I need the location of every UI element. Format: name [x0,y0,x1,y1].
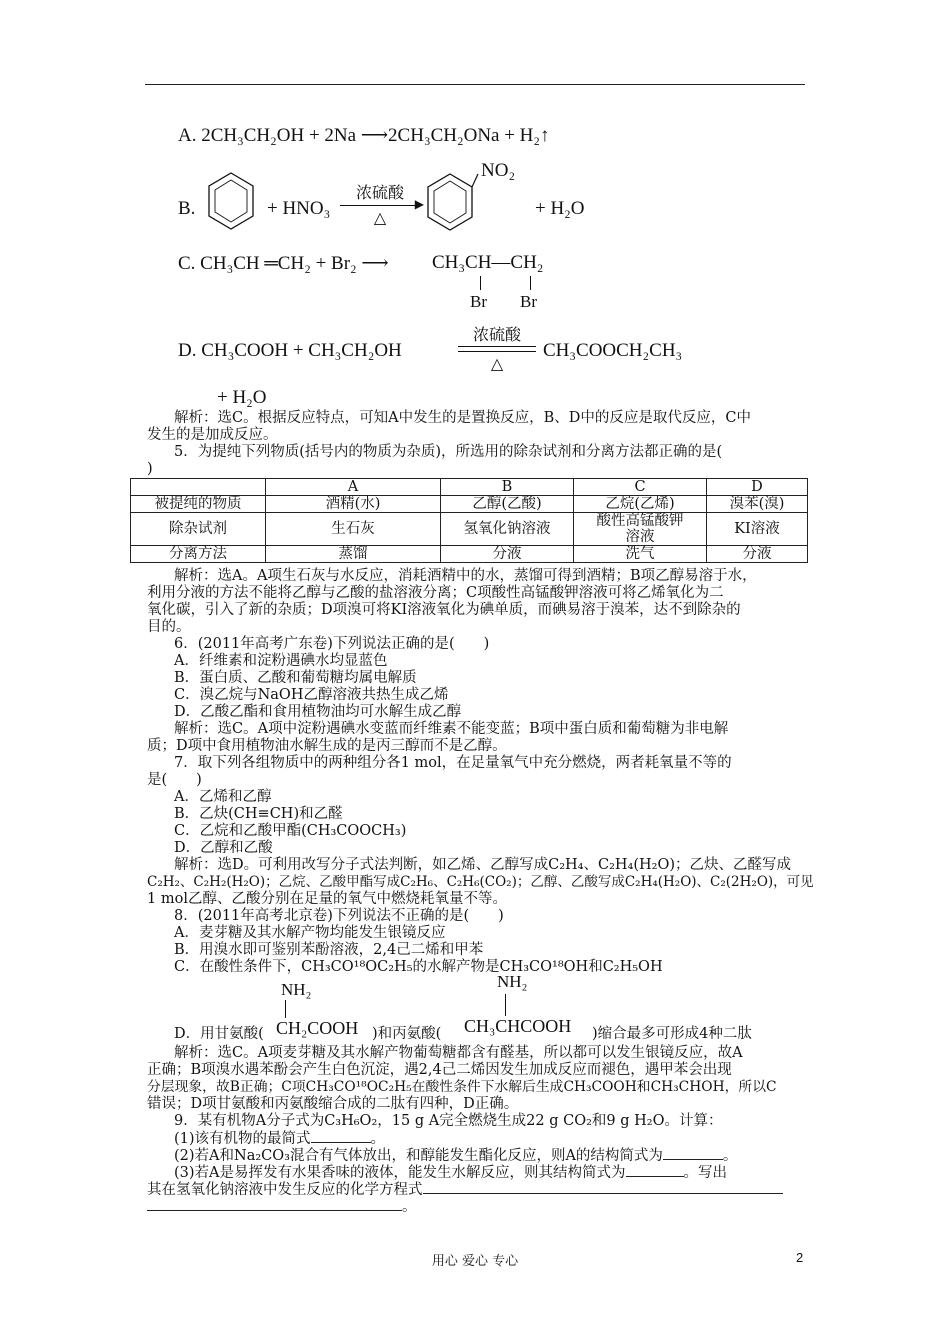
equation-d-left: D. CH₃COOH + CH₃CH₂OH [178,340,402,361]
equation-b-product: + H₂O [535,198,585,219]
question-6-option-d: D．乙酸乙酯和食用植物油均可水解生成乙醇 [174,704,462,720]
table-cell: 酒精(水) [266,496,441,513]
question-8-option-b: B．用溴水即可鉴别苯酚溶液，2,4己二烯和甲苯 [174,942,484,958]
answer-7-line1: 解析：选D。可利用改写分子式法判断，如乙烯、乙醇写成C₂H₄、C₂H₄(H₂O)；乙炔、乙醛写成 [174,857,792,873]
question-6-option-b: B．蛋白质、乙酸和葡萄糖均属电解质 [174,670,417,686]
question-5: 5．为提纯下列物质(括号内的物质为杂质)，所选用的除杂试剂和分离方法都正确的是( [174,444,723,460]
table-cell: 乙醇(乙酸) [441,496,574,513]
question-7-option-d: D．乙醇和乙酸 [174,840,273,856]
nitro-group: NO₂ [481,160,516,181]
table-cell: 洗气 [574,546,707,563]
answer-blank[interactable] [311,1130,371,1143]
answer-8-line2: 正确；B项溴水遇苯酚会产生白色沉淀，遇2,4己二烯因发生加成反应而褪色，遇甲苯会出现 [147,1062,732,1078]
condition-bottom: △ [373,208,387,227]
table-cell [131,479,266,496]
table-cell: 被提纯的物质 [131,496,266,513]
condition-top: 浓硫酸 [355,183,404,202]
question-9-part3 [174,1164,727,1182]
table-cell: 氢氧化钠溶液 [441,513,574,546]
question-8-option-d-suffix: )缩合最多可形成4种二肽 [592,1026,752,1042]
answer-8-line3: 分层现象，故B正确；C项CH₃CO¹⁸OC₂H₅在酸性条件下水解后生成CH₃COOH和CH₃CHOH，所以C [147,1079,777,1095]
question-8-option-c: C．在酸性条件下，CH₃CO¹⁸OC₂H₅的水解产物是CH₃CO¹⁸OH和C₂H₅OH [174,959,663,975]
equation-b-condition [340,180,424,227]
question-9-part3-text: (3)若A是易挥发有水果香味的液体，能发生水解反应，则其结构简式为 [174,1165,626,1181]
bromine-label-1: Br [470,292,487,311]
answer-6-line1: 解析：选C。A项中淀粉遇碘水变蓝而纤维素不能变蓝；B项中蛋白质和葡萄糖为非电解 [174,721,729,737]
period: 。 [402,1199,417,1215]
glycine-formula: CH₂COOH [276,1018,359,1038]
reversible-arrow-icon [458,346,536,353]
answer-5-line4: 目的。 [147,619,191,635]
nitrobenzene-ring-icon [422,170,480,234]
condition-bottom: △ [490,354,504,373]
answer-blank[interactable] [663,1147,723,1160]
equation-d-right: CH₃COOCH₂CH₃ [543,340,683,361]
question-8-option-d-mid: )和丙氨酸( [372,1026,442,1042]
table-cell: C [574,479,707,496]
equation-d-condition [458,322,536,373]
equation-b-reagent: + HNO₃ [267,198,331,219]
question-9-part1-text: (1)该有机物的最简式 [174,1131,311,1147]
answer-5-line2: 利用分液的方法不能将乙醇与乙酸的盐溶液分离；C项酸性高锰酸钾溶液可将乙烯氧化为二 [147,585,724,601]
answer-blank[interactable] [423,1181,783,1194]
alanine-formula: CH₃CHCOOH [464,1016,572,1036]
table-cell: 溴苯(溴) [707,496,808,513]
bond-line [530,276,531,290]
question-8: 8．(2011年高考北京卷)下列说法不正确的是( ) [174,908,504,924]
equation-c-product: CH₃CH—CH₂ [432,252,544,273]
question-5-end: ) [147,461,153,477]
table-cell: 分液 [441,546,574,563]
answer-8-line4: 错误；D项甘氨酸和丙氨酸缩合成的二肽有四种，D正确。 [147,1096,519,1112]
period: 。 [370,1131,386,1147]
alanine-nh2: NH₂ [497,972,528,991]
question-7-option-b: B．乙炔(CH≡CH)和乙醛 [174,806,343,822]
question-7-line2: 是( ) [147,772,202,788]
glycine-nh2: NH₂ [281,980,312,999]
question-7-line1: 7．取下列各组物质中的两种组分各1 mol，在足量氧气中充分燃烧，两者耗氧量不等的 [174,755,732,771]
equation-c: C. CH₃CH ═CH₂ + Br₂ ⟶ [178,253,389,274]
equation-a: A. 2CH₃CH₂OH + 2Na ⟶2CH₃CH₂ONa + H₂↑ [178,125,550,146]
answer-4-line2: 发生的是加成反应。 [147,427,278,443]
equation-b-label: B. [178,198,196,219]
table-cell: 酸性高锰酸钾 溶液 [574,513,707,546]
question-6: 6．(2011年高考广东卷)下列说法正确的是( ) [174,636,490,652]
answer-7-line2: C₂H₂、C₂H₂(H₂O)；乙烷、乙酸甲酯写成C₂H₆、C₂H₆(CO₂)；乙醇、乙酸写成C₂H₄(H₂O)、C₂(2H₂O)，可见 [147,874,814,890]
question-9-part1 [174,1130,385,1148]
table-cell: B [441,479,574,496]
purification-table [130,478,808,563]
table-cell: KI溶液 [707,513,808,546]
question-9-part3-line2 [147,1198,417,1216]
table-cell: 生石灰 [266,513,441,546]
answer-blank[interactable] [626,1164,684,1177]
table-cell: 除杂试剂 [131,513,266,546]
question-8-option-d-prefix: D．用甘氨酸( [174,1026,264,1042]
bond-line [505,994,506,1016]
table-header-row [131,479,808,496]
answer-blank[interactable] [147,1198,402,1211]
question-9-part3-cont-text: 其在氢氧化钠溶液中发生反应的化学方程式 [147,1182,423,1198]
table-row [131,513,808,546]
table-row [131,546,808,563]
table-row [131,496,808,513]
table-cell: 分液 [707,546,808,563]
benzene-ring-icon [205,170,257,234]
bond-line [285,1000,286,1018]
header-rule [145,84,805,85]
question-8-option-a: A．麦芽糖及其水解产物均能发生银镜反应 [174,925,446,941]
answer-8-line1: 解析：选C。A项麦芽糖及其水解产物葡萄糖都含有醛基，所以都可以发生银镜反应，故A [174,1045,743,1061]
table-cell: D [707,479,808,496]
table-cell: 蒸馏 [266,546,441,563]
period: 。 [722,1148,738,1164]
bromine-label-2: Br [520,292,537,311]
question-9: 9．某有机物A分子式为C₃H₆O₂，15 g A完全燃烧生成22 g CO₂和9 g H₂O。计算： [174,1113,723,1129]
answer-5-line3: 氧化碳，引入了新的杂质；D项溴可将KI溶液氧化为碘单质，而碘易溶于溴苯，达不到除杂的 [147,602,741,618]
question-9-part2-text: (2)若A和Na₂CO₃混合有气体放出，和醇能发生酯化反应，则A的结构简式为 [174,1148,663,1164]
answer-5-line1: 解析：选A。A项生石灰与水反应，消耗酒精中的水，蒸馏可得到酒精；B项乙醇易溶于水， [174,568,757,584]
question-7-option-a: A．乙烯和乙醇 [174,789,272,805]
table-cell: A [266,479,441,496]
question-9-part3-cont [147,1181,783,1199]
table-cell: 分离方法 [131,546,266,563]
condition-top: 浓硫酸 [472,325,521,344]
reaction-arrow-icon: ▶ [340,205,420,206]
page-number: 2 [796,1250,804,1265]
bond-line [480,276,481,290]
question-6-option-c: C．溴乙烷与NaOH乙醇溶液共热生成乙烯 [174,687,449,703]
page-footer: 用心 爱心 专心 [431,1254,519,1269]
question-7-option-c: C．乙烷和乙酸甲酯(CH₃COOCH₃) [174,823,407,839]
equation-d-continued: + H₂O [217,387,267,408]
answer-7-line3: 1 mol乙醇、乙酸分别在足量的氧气中燃烧耗氧量不等。 [147,891,507,907]
answer-6-line2: 质；D项中食用植物油水解生成的是丙三醇而不是乙醇。 [147,738,507,754]
period: 。写出 [683,1165,728,1181]
question-9-part2 [174,1147,737,1165]
table-cell: 乙烷(乙烯) [574,496,707,513]
question-6-option-a: A．纤维素和淀粉遇碘水均显蓝色 [174,653,388,669]
answer-4-line1: 解析：选C。根据反应特点，可知A中发生的是置换反应，B、D中的反应是取代反应，C中 [174,410,751,426]
